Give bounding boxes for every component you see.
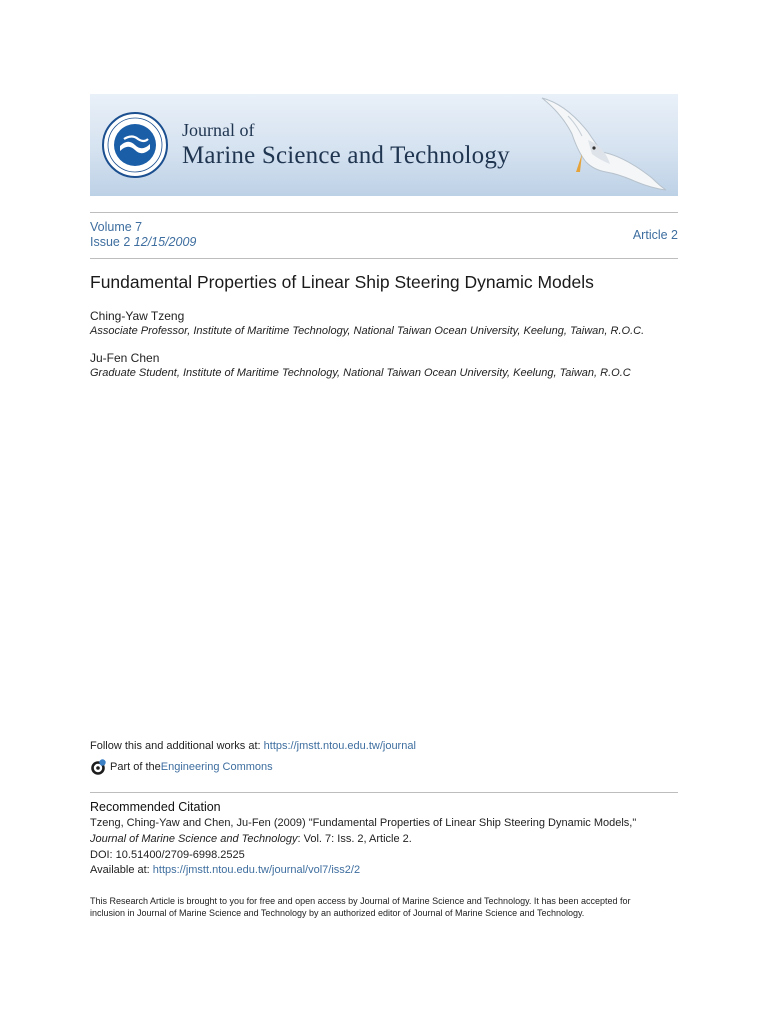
author-affiliation-2: Graduate Student, Institute of Maritime Technology, National Taiwan Ocean University, Keelung, Taiwan, R.O.C xyxy=(90,367,631,379)
issue-date: 12/15/2009 xyxy=(133,235,197,249)
cover-page xyxy=(90,0,678,1024)
citation-volume: : Vol. 7: Iss. 2, Article 2. xyxy=(297,833,412,845)
journal-name-line1: Journal of xyxy=(182,120,255,140)
author-affiliation-1: Associate Professor, Institute of Maritime Technology, National Taiwan Ocean University, Keelung, Taiwan, R.O.C. xyxy=(90,325,645,337)
journal-banner xyxy=(90,94,678,196)
citation-doi: DOI: 10.51400/2709-6998.2525 xyxy=(90,849,245,861)
engineering-commons-link[interactable]: Engineering Commons xyxy=(160,761,273,773)
access-notice: This Research Article is brought to you for free and open access by Journal of Marine Science and Technology. It has been accepted for inclusion in Journal of Marine Science and Technology by an authorized editor of Journal of Marine Science and Technology. xyxy=(90,896,631,918)
university-seal-icon xyxy=(102,112,168,178)
part-of-line xyxy=(90,758,273,776)
article-url-link[interactable]: https://jmstt.ntou.edu.tw/journal/vol7/iss2/2 xyxy=(152,864,361,876)
follow-prefix: Follow this and additional works at: xyxy=(90,740,264,752)
commons-network-icon xyxy=(90,758,108,776)
available-prefix: Available at: xyxy=(90,864,153,876)
seagull-icon xyxy=(532,94,672,196)
follow-line xyxy=(90,740,416,752)
article-title: Fundamental Properties of Linear Ship Steering Dynamic Models xyxy=(90,272,594,292)
top-divider xyxy=(90,212,678,213)
author-name-2: Ju-Fen Chen xyxy=(90,351,160,365)
volume-link[interactable]: Volume 7 xyxy=(90,220,143,234)
recommended-citation-heading: Recommended Citation xyxy=(90,800,221,814)
citation-line-1: Tzeng, Ching-Yaw and Chen, Ju-Fen (2009) "Fundamental Properties of Linear Ship Steering Dynamic Models," xyxy=(90,817,637,829)
citation-line-2 xyxy=(90,833,412,845)
citation-available xyxy=(90,864,360,876)
issue-line xyxy=(90,235,196,249)
citation-divider xyxy=(90,792,678,793)
issue-link[interactable]: Issue 2 xyxy=(90,235,131,249)
journal-name-line2: Marine Science and Technology xyxy=(182,142,510,169)
citation-journal: Journal of Marine Science and Technology xyxy=(90,833,298,845)
journal-url-link[interactable]: https://jmstt.ntou.edu.tw/journal xyxy=(263,740,416,752)
part-of-prefix: Part of the xyxy=(110,761,161,773)
header-divider xyxy=(90,258,678,259)
article-link[interactable]: Article 2 xyxy=(632,228,678,242)
author-name-1: Ching-Yaw Tzeng xyxy=(90,309,185,323)
